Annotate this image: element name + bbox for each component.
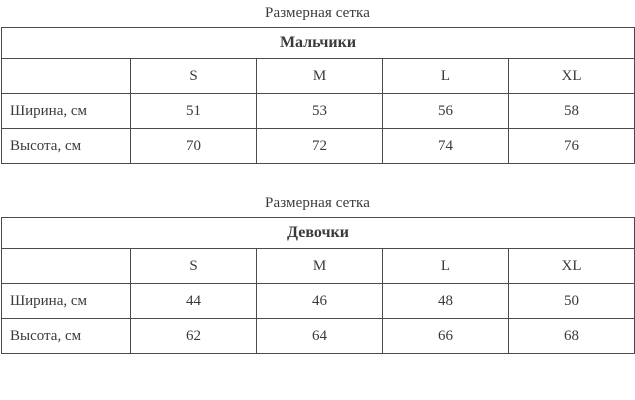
corner-cell xyxy=(2,249,131,284)
cell-width-m: 53 xyxy=(257,94,383,129)
size-header-xl: XL xyxy=(509,59,635,94)
size-block-girls xyxy=(0,190,635,354)
size-header-s: S xyxy=(131,59,257,94)
block-caption-girls: Размерная сетка xyxy=(265,195,370,211)
table-row-gender xyxy=(2,28,635,59)
cell-width-s: 51 xyxy=(131,94,257,129)
row-label-width: Ширина, см xyxy=(2,284,131,319)
size-header-l: L xyxy=(383,59,509,94)
size-table-girls xyxy=(1,217,635,354)
cell-height-s: 62 xyxy=(131,319,257,354)
row-label-height: Высота, см xyxy=(2,319,131,354)
table-row-sizes xyxy=(2,59,635,94)
gender-header-girls: Девочки xyxy=(2,218,635,249)
cell-width-xl: 58 xyxy=(509,94,635,129)
table-row-gender xyxy=(2,218,635,249)
row-label-height: Высота, см xyxy=(2,129,131,164)
size-header-xl: XL xyxy=(509,249,635,284)
table-row-sizes xyxy=(2,249,635,284)
row-label-width: Ширина, см xyxy=(2,94,131,129)
cell-height-xl: 76 xyxy=(509,129,635,164)
cell-height-l: 74 xyxy=(383,129,509,164)
cell-height-m: 72 xyxy=(257,129,383,164)
table-row xyxy=(2,94,635,129)
cell-width-xl: 50 xyxy=(509,284,635,319)
table-row xyxy=(2,319,635,354)
cell-height-l: 66 xyxy=(383,319,509,354)
cell-height-s: 70 xyxy=(131,129,257,164)
cell-width-m: 46 xyxy=(257,284,383,319)
size-header-l: L xyxy=(383,249,509,284)
size-table-boys xyxy=(1,27,635,164)
table-row xyxy=(2,129,635,164)
cell-width-l: 48 xyxy=(383,284,509,319)
size-block-boys xyxy=(0,0,635,164)
cell-height-m: 64 xyxy=(257,319,383,354)
table-row xyxy=(2,284,635,319)
cell-height-xl: 68 xyxy=(509,319,635,354)
block-spacer xyxy=(0,164,635,190)
cell-width-l: 56 xyxy=(383,94,509,129)
corner-cell xyxy=(2,59,131,94)
size-header-m: M xyxy=(257,59,383,94)
gender-header-boys: Мальчики xyxy=(2,28,635,59)
block-caption-boys: Размерная сетка xyxy=(265,5,370,21)
size-header-m: M xyxy=(257,249,383,284)
cell-width-s: 44 xyxy=(131,284,257,319)
size-header-s: S xyxy=(131,249,257,284)
